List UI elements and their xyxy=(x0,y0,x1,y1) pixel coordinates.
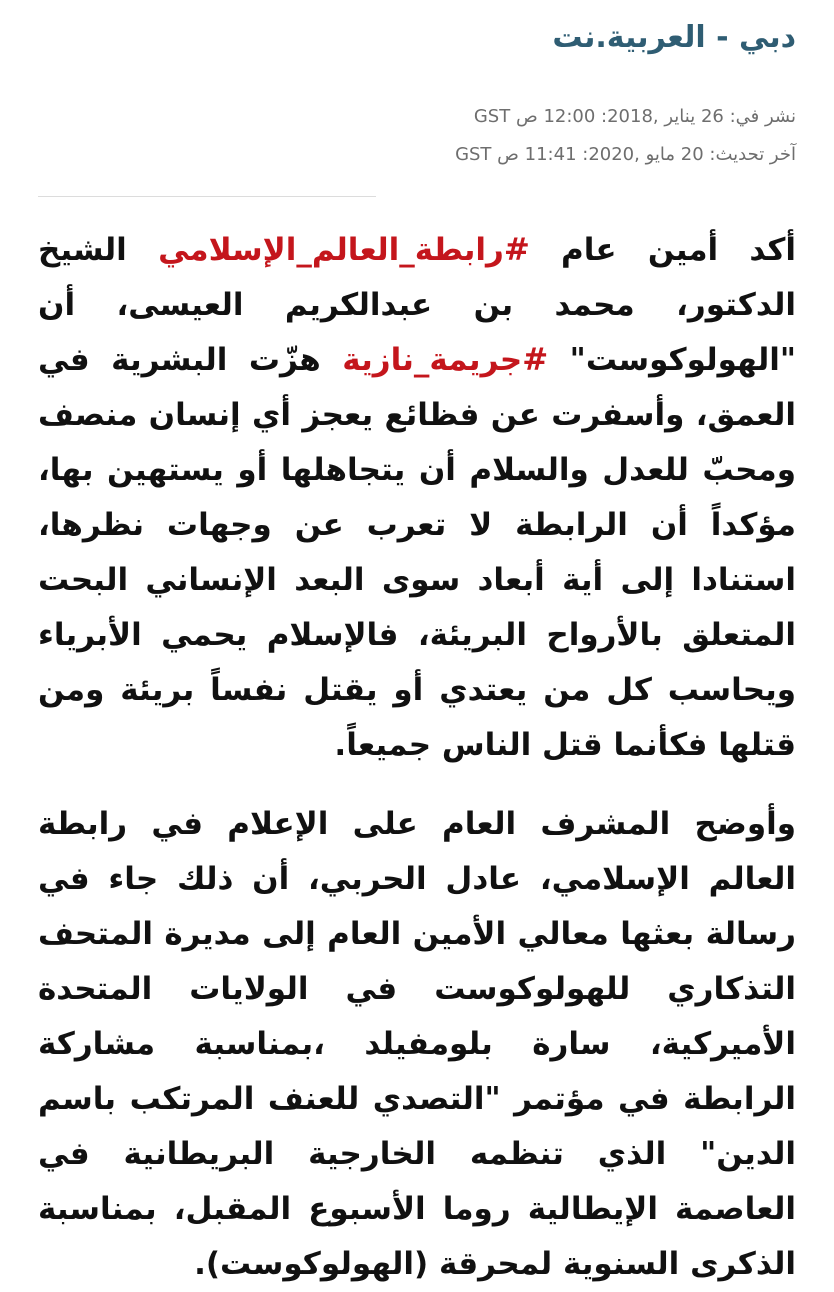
paragraph-1-text-1: أكد أمين عام xyxy=(529,232,796,268)
paragraph-1 xyxy=(38,223,796,773)
article-body xyxy=(38,223,796,1292)
hashtag-link-muslim-world-league[interactable]: #رابطة_العالم_الإسلامي xyxy=(158,232,530,268)
paragraph-2: وأوضح المشرف العام على الإعلام في رابطة العالم الإسلامي، عادل الحربي، أن ذلك جاء في رسالة بعثها معالي الأمين العام إلى مديرة المتحف التذكاري للهولوكوست في الولايات المتحدة الأميركية، سارة بلومفيلد ،بمناسبة مشاركة الرابطة في مؤتمر "التصدي للعنف المرتكب باسم الدين" الذي تنظمه الخارجية البريطانية في العاصمة الإيطالية روما الأسبوع المقبل، بمناسبة الذكرى السنوية لمحرقة (الهولوكوست). xyxy=(38,806,796,1282)
published-date: نشر في: 26 يناير ,2018: 12:00 ص GST xyxy=(473,106,796,127)
paragraph-1-text-3: هزّت البشرية في العمق، وأسفرت عن فظائع يعجز أي إنسان منصف ومحبّ للعدل والسلام أن يتجاهلها أو يستهين بها، مؤكداً أن الرابطة لا تعرب عن وجهات نظرها، استنادا إلى أية أبعاد سوى البعد الإنساني البحت المتعلق بالأرواح البريئة، فالإسلام يحمي الأبرياء ويحاسب كل من يعتدي أو يقتل نفساً بريئة ومن قتلها فكأنما قتل الناس جميعاً. xyxy=(38,342,796,763)
divider xyxy=(38,196,376,197)
hashtag-link-nazi-crime[interactable]: #جريمة_نازية xyxy=(342,342,549,378)
article-meta xyxy=(38,98,796,174)
paragraph-1-text-2: الشيخ الدكتور، محمد بن عبدالكريم العيسى، أن "الهولوكوست" xyxy=(38,232,796,378)
updated-date: آخر تحديث: 20 مايو ,2020: 11:41 ص GST xyxy=(455,144,796,165)
dateline: دبي - العربية.نت xyxy=(552,20,796,55)
